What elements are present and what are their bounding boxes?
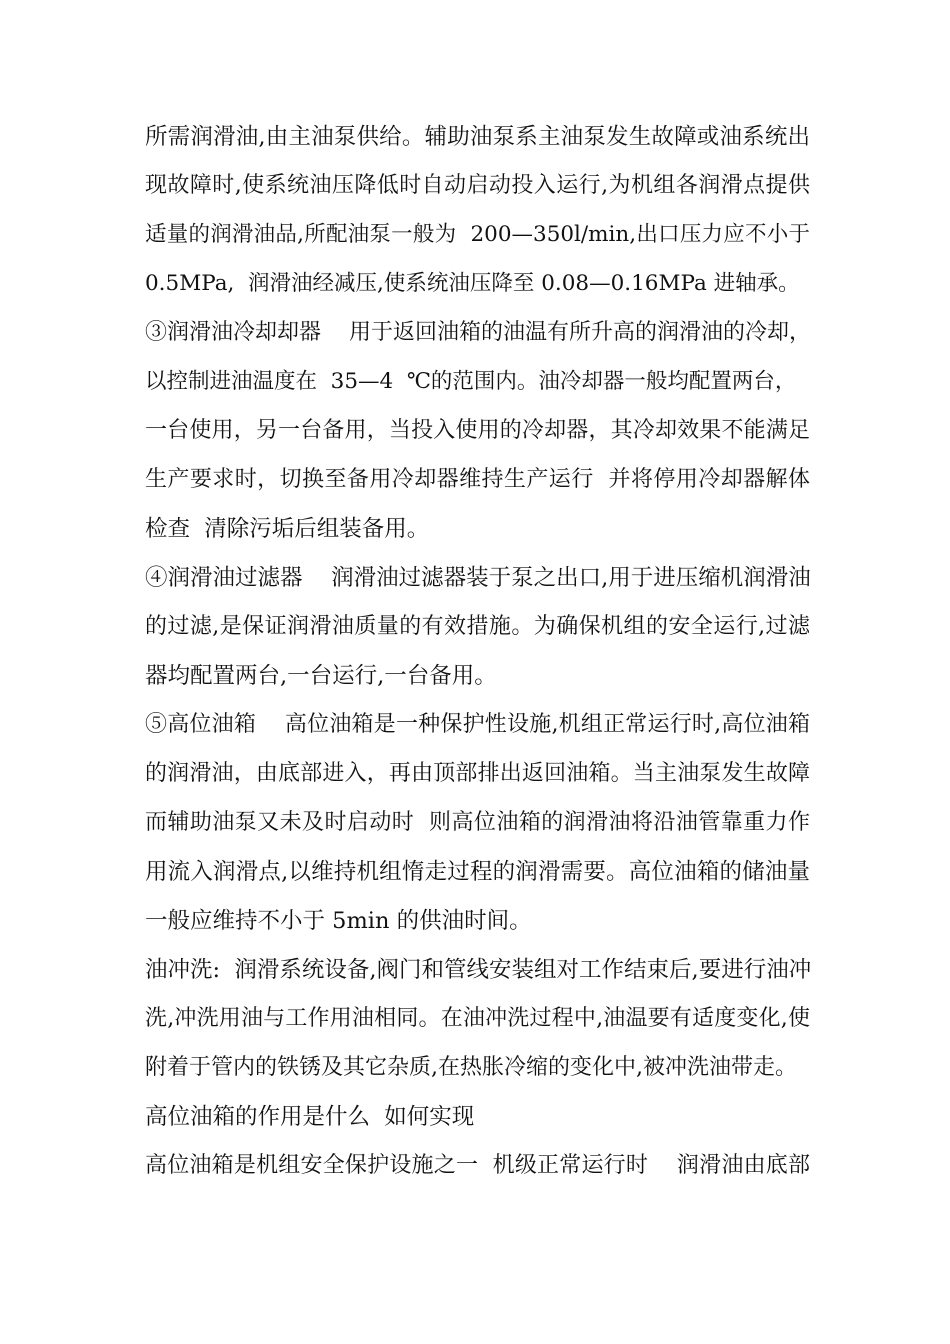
text-line-1: 所需润滑油,由主油泵供给。辅助油泵系主油泵发生故障或油系统出 [145, 124, 810, 150]
text-line-5: ③润滑油冷却却器 用于返回油箱的油温有所升高的润滑油的冷却， [145, 320, 811, 345]
section-heading: 高位油箱的作用是什么 如何实现 [145, 1104, 475, 1130]
text-line-15: 而辅助油泵又未及时启动时 则高位油箱的润滑油将沿油管靠重力作 [145, 810, 810, 835]
text-line-12: 器均配置两台,一台运行,一台备用。 [145, 663, 497, 689]
text-line-22: 高位油箱是机组安全保护设施之一 机级正常运行时 润滑油由底部 [145, 1153, 810, 1178]
text-line-19: 洗,冲洗用油与工作用油相同。在油冲洗过程中,油温要有适度变化,使 [145, 1006, 810, 1031]
text-line-11: 的过滤,是保证润滑油质量的有效措施。为确保机组的安全运行,过滤 [145, 614, 810, 639]
text-line-20: 附着于管内的铁锈及其它杂质,在热胀冷缩的变化中,被冲洗油带走。 [145, 1055, 797, 1080]
text-line-13: ⑤高位油箱 高位油箱是一种保护性设施,机组正常运行时,高位油箱 [145, 712, 810, 737]
text-line-17: 一般应维持不小于 5min 的供油时间。 [145, 908, 532, 934]
text-line-9: 检查 清除污垢后组装备用。 [145, 516, 430, 542]
text-line-6: 以控制进油温度在 35—4 ℃的范围内。油冷却器一般均配置两台， [145, 369, 797, 394]
text-line-7: 一台使用，另一台备用，当投入使用的冷却器，其冷却效果不能满足 [145, 418, 810, 443]
text-line-14: 的润滑油，由底部进入，再由顶部排出返回油箱。当主油泵发生故障 [145, 761, 810, 786]
text-line-10: ④润滑油过滤器 润滑油过滤器装于泵之出口,用于进压缩机润滑油 [145, 565, 811, 591]
text-line-3: 适量的润滑油品,所配油泵一般为 200—350l/min,出口压力应不小于 [145, 222, 810, 247]
text-line-2: 现故障时,使系统油压降低时自动启动投入运行,为机组各润滑点提供 [145, 173, 810, 198]
text-line-8: 生产要求时，切换至备用冷却器维持生产运行 并将停用冷却器解体 [145, 467, 810, 492]
text-line-4: 0.5MPa, 润滑油经减压,使系统油压降至 0.08—0.16MPa 进轴承。 [145, 271, 800, 296]
text-line-18: 油冲洗: 润滑系统设备,阀门和管线安装组对工作结束后,要进行油冲 [145, 957, 812, 983]
text-line-16: 用流入润滑点,以维持机组惰走过程的润滑需要。高位油箱的储油量 [145, 859, 810, 885]
